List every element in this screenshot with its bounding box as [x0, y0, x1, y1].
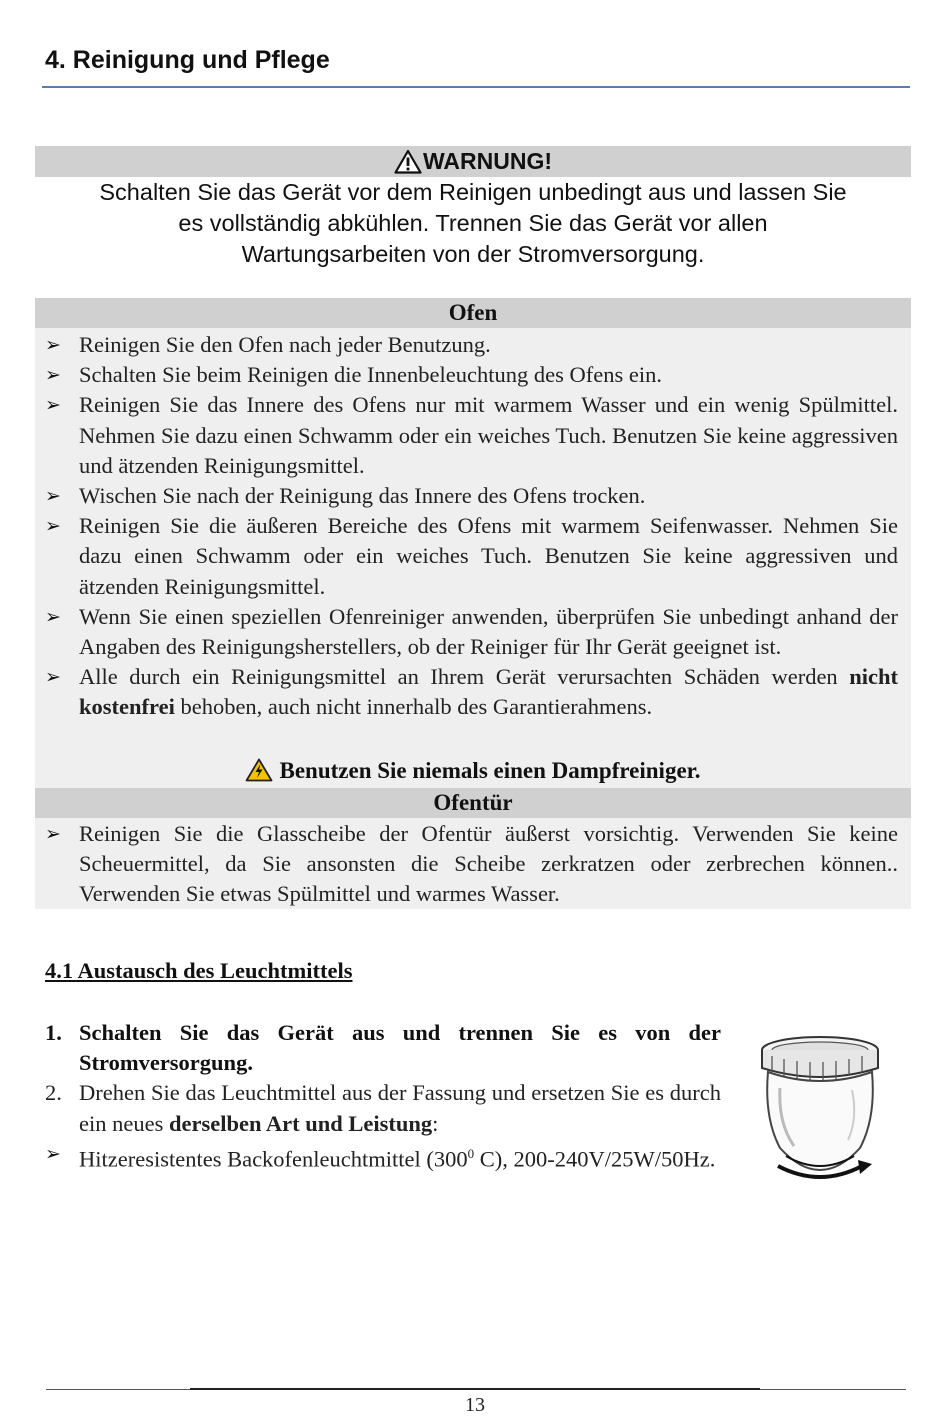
footer-divider-accent	[190, 1388, 760, 1390]
arrow-bullet-icon: ➢	[45, 364, 61, 387]
arrow-bullet-icon: ➢	[45, 605, 61, 628]
arrow-bullet-icon: ➢	[45, 394, 61, 417]
ofen-list	[35, 330, 911, 723]
arrow-bullet-icon: ➢	[45, 515, 61, 538]
warning-line: Schalten Sie das Gerät vor dem Reinigen unbedingt aus und lassen Sie	[99, 179, 847, 205]
lamp-section-title: 4.1 Austausch des Leuchtmittels	[45, 958, 353, 983]
ofen-panel	[35, 328, 911, 788]
bold-text: nicht kostenfrei	[79, 664, 898, 720]
list-item: ➢ Hitzeresistentes Backofenleuchtmittel ($300^0$ C), 200-240V/25W/50Hz.	[45, 1139, 721, 1175]
arrow-bullet-icon: ➢	[45, 666, 61, 689]
arrow-bullet-icon: ➢	[45, 1142, 61, 1165]
arrow-bullet-icon: ➢	[45, 823, 61, 845]
list-item: 2. Drehen Sie das Leuchtmittel aus der Fassung und ersetzen Sie es durch ein neues derselben Art und Leistung:	[45, 1080, 721, 1136]
heading-divider	[42, 86, 910, 88]
ofentuer-panel	[35, 818, 911, 909]
list-item: ➢ Wischen Sie nach der Reinigung das Innere des Ofens trocken.	[35, 481, 911, 511]
arrow-bullet-icon: ➢	[45, 485, 61, 508]
bulb-socket-icon	[750, 1028, 890, 1188]
page-number: 13	[465, 1394, 485, 1416]
ofentuer-list	[35, 819, 911, 910]
list-item: ➢ Alle durch ein Reinigungsmittel an Ihrem Gerät verursachten Schäden werden nicht kostenfrei behoben, auch nicht innerhalb des Garantierahmens.	[45, 664, 898, 720]
warning-text	[35, 177, 911, 270]
arrow-bullet-icon: ➢	[45, 334, 61, 356]
lamp-steps	[45, 1018, 721, 1175]
warning-line: es vollständig abkühlen. Trennen Sie das Gerät vor allen	[178, 210, 768, 236]
list-item: ➢ Reinigen Sie den Ofen nach jeder Benutzung.	[35, 330, 911, 360]
section-ofen-title: Ofen	[35, 298, 911, 328]
list-item: ➢ Reinigen Sie das Innere des Ofens nur mit warmem Wasser und ein wenig Spülmittel. Nehmen Sie dazu einen Schwamm oder ein weiches Tuch. Benutzen Sie keine aggressiven und ätzenden Reinigungsmittel.	[45, 392, 898, 478]
warning-triangle-icon	[394, 149, 422, 174]
bold-text: derselben Art und Leistung	[168, 1110, 433, 1136]
steam-cleaner-notice: Benutzen Sie niemals einen Dampfreiniger.	[35, 756, 911, 786]
warning-title: WARNUNG!	[422, 148, 553, 174]
list-item: ➢ Reinigen Sie die Glasscheibe der Ofentür äußerst vorsichtig. Verwenden Sie keine Scheuermittel, da Sie ansonsten die Scheibe zerkratzen oder zerbrechen können.. Verwenden Sie etwas Spülmittel und warmes Wasser.	[45, 821, 898, 907]
list-item: ➢ Wenn Sie einen speziellen Ofenreiniger anwenden, überprüfen Sie unbedingt anhand der Angaben des Reinigungsherstellers, ob der Reiniger für Ihr Gerät geeignet ist.	[45, 603, 898, 660]
list-item: ➢ Schalten Sie beim Reinigen die Innenbeleuchtung des Ofens ein.	[35, 360, 911, 390]
section-ofentuer-title: Ofentür	[35, 788, 911, 818]
page-title: 4. Reinigung und Pflege	[45, 46, 330, 74]
electric-hazard-icon	[245, 758, 273, 782]
warning-title-bar	[35, 146, 911, 177]
list-item: 1. Schalten Sie das Gerät aus und trennen Sie es von der Stromversorgung.	[45, 1020, 721, 1076]
warning-line: Wartungsarbeiten von der Stromversorgung.	[241, 241, 705, 267]
list-item: ➢ Reinigen Sie die äußeren Bereiche des Ofens mit warmem Seifenwasser. Nehmen Sie dazu einen Schwamm oder ein weiches Tuch. Benutzen Sie keine aggressiven und ätzenden Reinigungsmittel.	[45, 513, 898, 599]
